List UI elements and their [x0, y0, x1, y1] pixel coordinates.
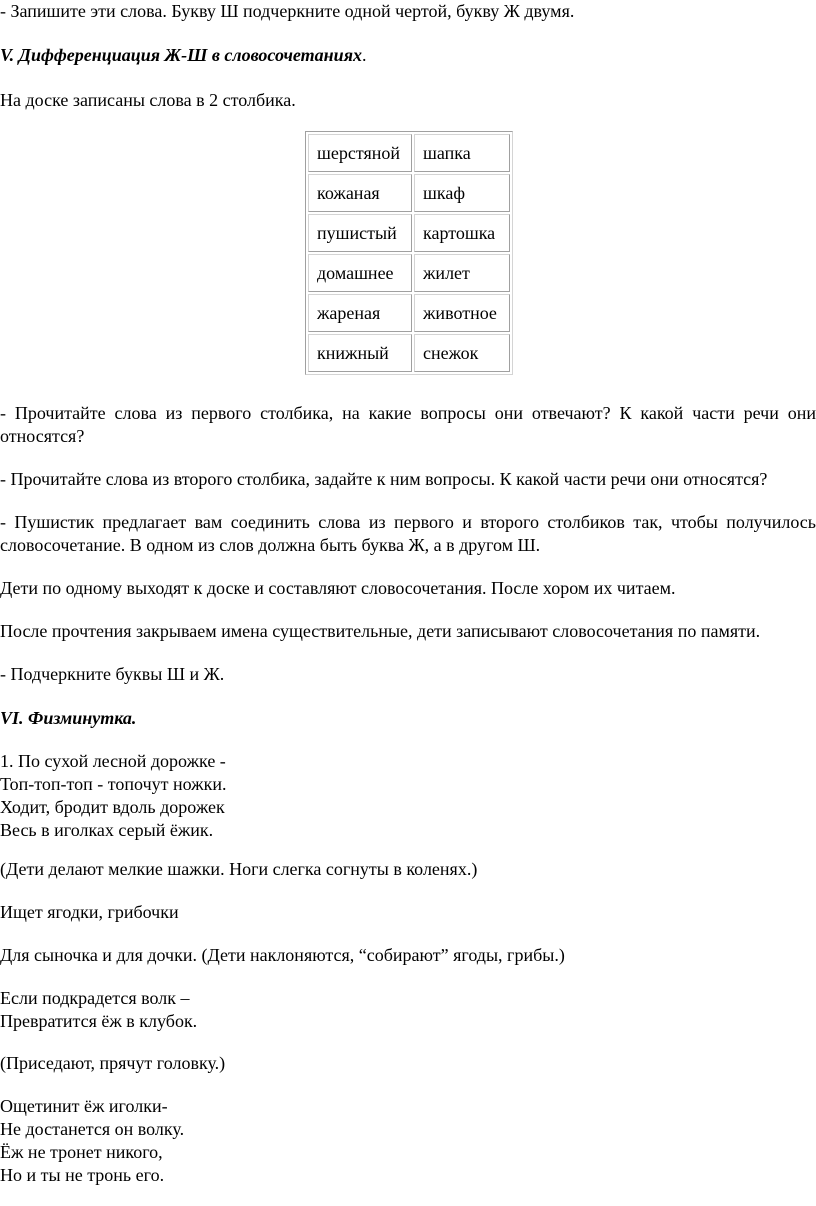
- table-cell: картошка: [414, 214, 510, 252]
- table-row: [308, 294, 510, 332]
- words-table: [305, 131, 513, 375]
- table-cell: книжный: [308, 334, 412, 372]
- intro-instruction: - Запишите эти слова. Букву Ш подчеркните одной чертой, букву Ж двумя.: [0, 1, 575, 21]
- table-row: [308, 334, 510, 372]
- poem-stanza-2: [0, 987, 816, 1033]
- table-cell: кожаная: [308, 174, 412, 212]
- table-cell: домашнее: [308, 254, 412, 292]
- poem-stanza-3: [0, 1095, 816, 1187]
- table-cell: шерстяной: [308, 134, 412, 172]
- table-row: [308, 214, 510, 252]
- table-cell: шкаф: [414, 174, 510, 212]
- poem-line: Весь в иголках серый ёжик.: [0, 820, 214, 840]
- poem-note-2: (Приседают, прячут головку.): [0, 1053, 226, 1073]
- poem-line: Ходит, бродит вдоль дорожек: [0, 797, 225, 817]
- table-row: [308, 174, 510, 212]
- table-cell: животное: [414, 294, 510, 332]
- table-row: [308, 254, 510, 292]
- table-cell: шапка: [414, 134, 510, 172]
- table-row: [308, 134, 510, 172]
- question-second-column: - Прочитайте слова из второго столбика, задайте к ним вопросы. К какой части речи они относятся?: [0, 469, 768, 489]
- poem-line: Ощетинит ёж иголки-: [0, 1096, 168, 1116]
- pushistik-task: - Пушистик предлагает вам соединить слова из первого и второго столбиков так, чтобы получилось словосочетание. В одном из слов должна быть буква Ж, а в другом Ш.: [0, 512, 816, 555]
- table-cell: жилет: [414, 254, 510, 292]
- section-6-heading: VI. Физминутка.: [0, 708, 137, 728]
- poem-line-children: Для сыночка и для дочки. (Дети наклоняются, “собирают” ягоды, грибы.): [0, 945, 565, 965]
- poem-line: Ёж не тронет никого,: [0, 1142, 163, 1162]
- after-reading-text: После прочтения закрываем имена существительные, дети записывают словосочетания по памяти.: [0, 621, 761, 641]
- poem-line-berries: Ищет ягодки, грибочки: [0, 902, 179, 922]
- section-5-heading: [0, 44, 816, 67]
- table-cell: пушистый: [308, 214, 412, 252]
- board-text: На доске записаны слова в 2 столбика.: [0, 90, 296, 110]
- section-5-title: V. Дифференциация Ж-Ш в словосочетаниях: [0, 45, 362, 65]
- underline-instruction: - Подчеркните буквы Ш и Ж.: [0, 664, 225, 684]
- poem-stanza-1: [0, 750, 816, 842]
- kids-at-board-text: Дети по одному выходят к доске и составляют словосочетания. После хором их читаем.: [0, 578, 676, 598]
- table-cell: снежок: [414, 334, 510, 372]
- section-5-title-suffix: .: [361, 45, 367, 65]
- poem-line: Превратится ёж в клубок.: [0, 1011, 198, 1031]
- poem-note-1: (Дети делают мелкие шажки. Ноги слегка согнуты в коленях.): [0, 859, 478, 879]
- poem-line: 1. По сухой лесной дорожке -: [0, 751, 226, 771]
- poem-line: Не достанется он волку.: [0, 1119, 185, 1139]
- poem-line: Топ-топ-топ - топочут ножки.: [0, 774, 227, 794]
- question-first-column: - Прочитайте слова из первого столбика, на какие вопросы они отвечают? К какой части речи они относятся?: [0, 403, 816, 446]
- poem-line: Но и ты не тронь его.: [0, 1165, 165, 1185]
- table-cell: жареная: [308, 294, 412, 332]
- poem-line: Если подкрадется волк –: [0, 988, 190, 1008]
